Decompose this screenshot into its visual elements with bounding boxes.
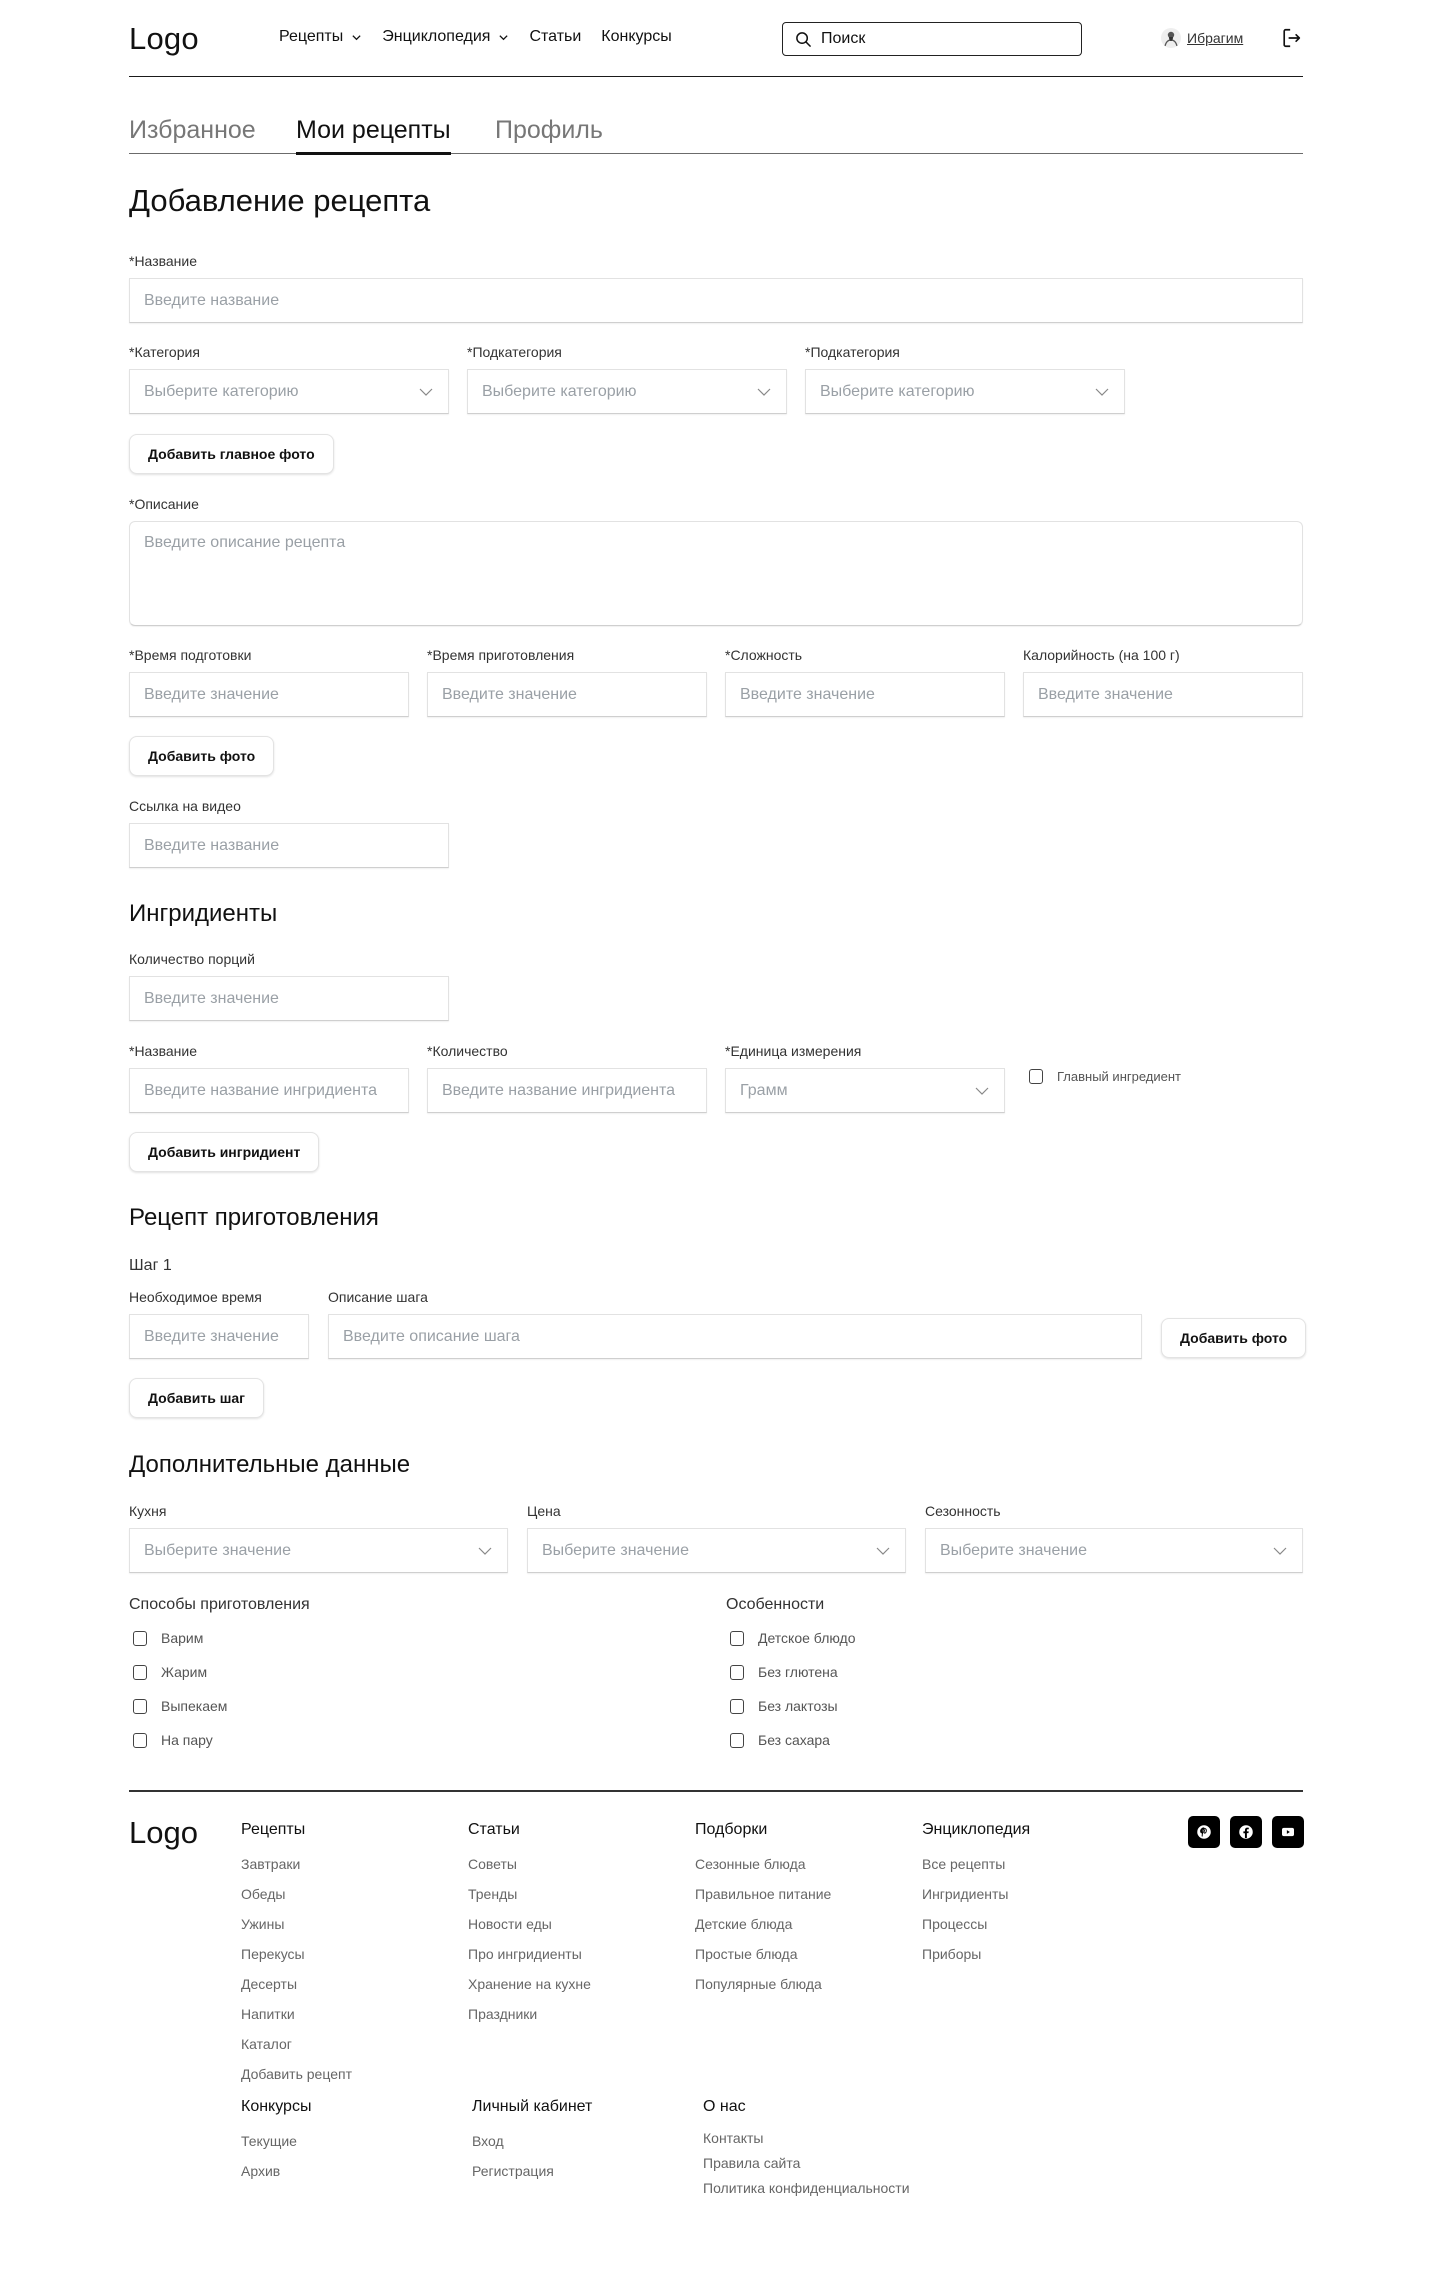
checkbox-label: Без лактозы xyxy=(758,1698,838,1714)
add-main-photo-button[interactable]: Добавить главное фото xyxy=(129,434,334,474)
chevron-down-icon xyxy=(1094,384,1110,400)
footer-col-account xyxy=(472,2098,592,2186)
footer-col-contests xyxy=(241,2098,311,2186)
methods-title: Способы приготовления xyxy=(129,1596,310,1613)
user-avatar-icon xyxy=(1161,28,1181,48)
step-label: Шаг 1 xyxy=(129,1257,172,1274)
checkbox-label: На пару xyxy=(161,1732,213,1748)
calories-label: Калорийность (на 100 г) xyxy=(1023,647,1180,663)
checkbox-label: Детское блюдо xyxy=(758,1630,856,1646)
step-description-field[interactable] xyxy=(328,1314,1142,1359)
footer-link[interactable]: Советы xyxy=(468,1856,517,1872)
footer-col-about xyxy=(703,2098,910,2201)
footer-link[interactable]: Каталог xyxy=(241,2036,292,2052)
unit-select[interactable] xyxy=(725,1068,1005,1113)
nav-encyclopedia[interactable] xyxy=(382,28,509,46)
tab-profile[interactable]: Профиль xyxy=(495,116,603,144)
chevron-down-icon xyxy=(756,384,772,400)
video-field[interactable] xyxy=(129,823,449,868)
footer-col-articles xyxy=(468,1821,591,2029)
footer-col-collections xyxy=(695,1821,831,1999)
subcategory-1-label: *Подкатегория xyxy=(467,344,562,360)
checkbox-icon[interactable] xyxy=(133,1699,147,1714)
category-select[interactable] xyxy=(129,369,449,414)
ingredient-name-field[interactable] xyxy=(129,1068,409,1113)
method-checkbox-boil[interactable] xyxy=(133,1630,203,1646)
main-nav xyxy=(279,28,672,46)
chevron-down-icon xyxy=(477,1543,493,1559)
ingredient-name-input[interactable] xyxy=(144,1082,394,1100)
user-profile[interactable] xyxy=(1161,28,1243,48)
search-box[interactable] xyxy=(782,22,1082,56)
nav-label: Конкурсы xyxy=(601,28,672,45)
checkbox-icon[interactable] xyxy=(730,1665,744,1680)
social-links xyxy=(1188,1816,1304,1848)
checkbox-label: Главный ингредиент xyxy=(1057,1069,1181,1084)
name-input[interactable] xyxy=(144,292,1288,310)
footer-link[interactable]: Популярные блюда xyxy=(695,1976,822,1992)
name-field[interactable] xyxy=(129,278,1303,323)
steps-heading: Рецепт приготовления xyxy=(129,1204,379,1231)
subcategory-2-placeholder: Выберите категорию xyxy=(820,382,975,400)
chevron-down-icon xyxy=(418,384,434,400)
method-checkbox-bake[interactable] xyxy=(133,1698,227,1714)
chevron-down-icon xyxy=(1272,1543,1288,1559)
tab-favorites[interactable]: Избранное xyxy=(129,116,256,144)
cuisine-label: Кухня xyxy=(129,1503,167,1519)
description-field[interactable] xyxy=(129,521,1303,626)
footer-link[interactable]: Добавить рецепт xyxy=(241,2066,352,2082)
unit-label: *Единица измерения xyxy=(725,1043,862,1059)
feature-checkbox-sugar-free[interactable] xyxy=(730,1732,830,1748)
method-checkbox-steam[interactable] xyxy=(133,1732,213,1748)
calories-field[interactable] xyxy=(1023,672,1303,717)
add-step-photo-button[interactable]: Добавить фото xyxy=(1161,1318,1306,1358)
checkbox-label: Жарим xyxy=(161,1664,208,1680)
cuisine-select[interactable] xyxy=(129,1528,508,1573)
portions-field[interactable] xyxy=(129,976,449,1021)
footer-link[interactable]: Приборы xyxy=(922,1946,982,1962)
footer-logo[interactable]: Logo xyxy=(129,1815,198,1850)
footer-link[interactable]: Правила сайта xyxy=(703,2155,801,2171)
footer-link[interactable]: Политика конфиденциальности xyxy=(703,2180,910,2196)
checkbox-icon[interactable] xyxy=(730,1631,744,1646)
ingredient-name-label: *Название xyxy=(129,1043,198,1059)
cuisine-placeholder: Выберите значение xyxy=(144,1541,292,1559)
chevron-down-icon xyxy=(351,32,362,43)
step-description-input[interactable] xyxy=(343,1328,1127,1346)
footer-col-title: Подборки xyxy=(695,1821,768,1838)
price-select[interactable] xyxy=(527,1528,906,1573)
checkbox-label: Варим xyxy=(161,1630,204,1646)
difficulty-field[interactable] xyxy=(725,672,1005,717)
features-title: Особенности xyxy=(726,1596,825,1613)
checkbox-icon[interactable] xyxy=(730,1733,744,1748)
footer-link[interactable]: Текущие xyxy=(241,2133,297,2149)
ingredient-quantity-field[interactable] xyxy=(427,1068,707,1113)
footer-col-title: О нас xyxy=(703,2098,746,2115)
add-photo-button[interactable]: Добавить фото xyxy=(129,736,274,776)
footer-link[interactable]: Праздники xyxy=(468,2006,538,2022)
season-placeholder: Выберите значение xyxy=(940,1541,1088,1559)
footer-col-title: Рецепты xyxy=(241,1821,306,1838)
footer-link[interactable]: Сезонные блюда xyxy=(695,1856,806,1872)
footer-link[interactable]: Контакты xyxy=(703,2130,764,2146)
chevron-down-icon xyxy=(875,1543,891,1559)
nav-recipes[interactable] xyxy=(279,28,362,46)
chevron-down-icon xyxy=(974,1083,990,1099)
checkbox-label: Без сахара xyxy=(758,1732,830,1748)
footer-link[interactable]: Ужины xyxy=(241,1916,285,1932)
feature-checkbox-gluten-free[interactable] xyxy=(730,1664,838,1680)
extra-heading: Дополнительные данные xyxy=(129,1451,411,1478)
footer-link[interactable]: Простые блюда xyxy=(695,1946,798,1962)
footer-link[interactable]: Про ингридиенты xyxy=(468,1946,582,1962)
checkbox-icon[interactable] xyxy=(133,1631,147,1646)
checkbox-icon[interactable] xyxy=(133,1665,147,1680)
season-select[interactable] xyxy=(925,1528,1303,1573)
footer-col-title: Конкурсы xyxy=(241,2098,312,2115)
tab-my-recipes[interactable]: Мои рецепты xyxy=(296,116,451,154)
description-textarea[interactable] xyxy=(144,534,1288,604)
profile-tabs xyxy=(129,116,1303,154)
video-input[interactable] xyxy=(144,837,434,855)
footer-link[interactable]: Хранение на кухне xyxy=(468,1976,591,1992)
difficulty-input[interactable] xyxy=(740,686,990,704)
pinterest-icon[interactable] xyxy=(1188,1816,1220,1848)
search-icon xyxy=(795,31,812,48)
step-time-input[interactable] xyxy=(144,1328,294,1346)
cook-time-field[interactable] xyxy=(427,672,707,717)
user-name-link[interactable]: Ибрагим xyxy=(1187,30,1244,46)
feature-checkbox-lactose-free[interactable] xyxy=(730,1698,838,1714)
footer-link[interactable]: Тренды xyxy=(468,1886,518,1902)
difficulty-label: *Сложность xyxy=(725,647,803,663)
subcategory-2-label: *Подкатегория xyxy=(805,344,900,360)
page-title: Добавление рецепта xyxy=(129,183,431,218)
footer-link[interactable]: Вход xyxy=(472,2133,504,2149)
step-time-label: Необходимое время xyxy=(129,1289,262,1305)
name-label: *Название xyxy=(129,253,198,269)
logout-icon[interactable] xyxy=(1281,27,1303,49)
main-ingredient-checkbox[interactable] xyxy=(1029,1069,1181,1084)
chevron-down-icon xyxy=(498,32,509,43)
footer-link[interactable]: Правильное питание xyxy=(695,1886,832,1902)
footer-link[interactable]: Обеды xyxy=(241,1886,286,1902)
prep-time-field[interactable] xyxy=(129,672,409,717)
facebook-icon[interactable] xyxy=(1230,1816,1262,1848)
checkbox-icon[interactable] xyxy=(1029,1069,1043,1084)
footer-col-encyclopedia xyxy=(922,1821,1030,1969)
add-step-button[interactable]: Добавить шаг xyxy=(129,1378,264,1418)
prep-time-input[interactable] xyxy=(144,686,394,704)
search-input[interactable] xyxy=(821,30,1051,48)
checkbox-icon[interactable] xyxy=(133,1733,147,1748)
avatar[interactable] xyxy=(1161,28,1181,48)
cook-time-input[interactable] xyxy=(442,686,692,704)
ingredient-quantity-input[interactable] xyxy=(442,1082,692,1100)
footer-col-recipes xyxy=(241,1821,352,2089)
checkbox-icon[interactable] xyxy=(730,1699,744,1714)
footer-link[interactable]: Десерты xyxy=(241,1976,298,1992)
footer-link[interactable]: Процессы xyxy=(922,1916,988,1932)
season-label: Сезонность xyxy=(925,1503,1001,1519)
footer-col-title: Статьи xyxy=(468,1821,520,1838)
nav-label: Статьи xyxy=(529,28,582,45)
footer-link[interactable]: Завтраки xyxy=(241,1856,301,1872)
footer-link[interactable]: Регистрация xyxy=(472,2163,554,2179)
footer-link[interactable]: Напитки xyxy=(241,2006,295,2022)
footer-link[interactable]: Детские блюда xyxy=(695,1916,793,1932)
category-label: *Категория xyxy=(129,344,200,360)
price-placeholder: Выберите значение xyxy=(542,1541,690,1559)
category-placeholder: Выберите категорию xyxy=(144,382,299,400)
subcategory-2-select[interactable] xyxy=(805,369,1125,414)
method-checkbox-fry[interactable] xyxy=(133,1664,207,1680)
nav-label: Рецепты xyxy=(279,28,344,45)
prep-time-label: *Время подготовки xyxy=(129,647,252,663)
step-time-field[interactable] xyxy=(129,1314,309,1359)
footer-col-title: Энциклопедия xyxy=(922,1821,1031,1838)
step-description-label: Описание шага xyxy=(328,1289,428,1305)
youtube-icon[interactable] xyxy=(1272,1816,1304,1848)
unit-value: Грамм xyxy=(740,1081,788,1099)
feature-checkbox-kids[interactable] xyxy=(730,1630,856,1646)
footer-link[interactable]: Все рецепты xyxy=(922,1856,1006,1872)
site-header xyxy=(129,0,1303,77)
price-label: Цена xyxy=(527,1503,561,1519)
portions-label: Количество порций xyxy=(129,951,255,967)
add-ingredient-button[interactable]: Добавить ингридиент xyxy=(129,1132,319,1172)
checkbox-label: Выпекаем xyxy=(161,1698,228,1714)
logo[interactable]: Logo xyxy=(129,21,199,56)
description-label: *Описание xyxy=(129,496,199,512)
ingredient-quantity-label: *Количество xyxy=(427,1043,508,1059)
checkbox-label: Без глютена xyxy=(758,1664,838,1680)
footer-link[interactable]: Перекусы xyxy=(241,1946,305,1962)
calories-input[interactable] xyxy=(1038,686,1288,704)
ingredients-heading: Ингридиенты xyxy=(129,900,278,927)
footer-col-title: Личный кабинет xyxy=(472,2098,593,2115)
nav-label: Энциклопедия xyxy=(382,28,491,45)
footer-divider xyxy=(129,1790,1303,1792)
footer-link[interactable]: Архив xyxy=(241,2163,281,2179)
portions-input[interactable] xyxy=(144,990,434,1008)
nav-contests[interactable] xyxy=(601,28,671,46)
subcategory-1-placeholder: Выберите категорию xyxy=(482,382,637,400)
cook-time-label: *Время приготовления xyxy=(427,647,575,663)
nav-articles[interactable] xyxy=(529,28,581,46)
video-label: Ссылка на видео xyxy=(129,798,241,814)
footer-link[interactable]: Ингридиенты xyxy=(922,1886,1009,1902)
footer-link[interactable]: Новости еды xyxy=(468,1916,552,1932)
subcategory-1-select[interactable] xyxy=(467,369,787,414)
